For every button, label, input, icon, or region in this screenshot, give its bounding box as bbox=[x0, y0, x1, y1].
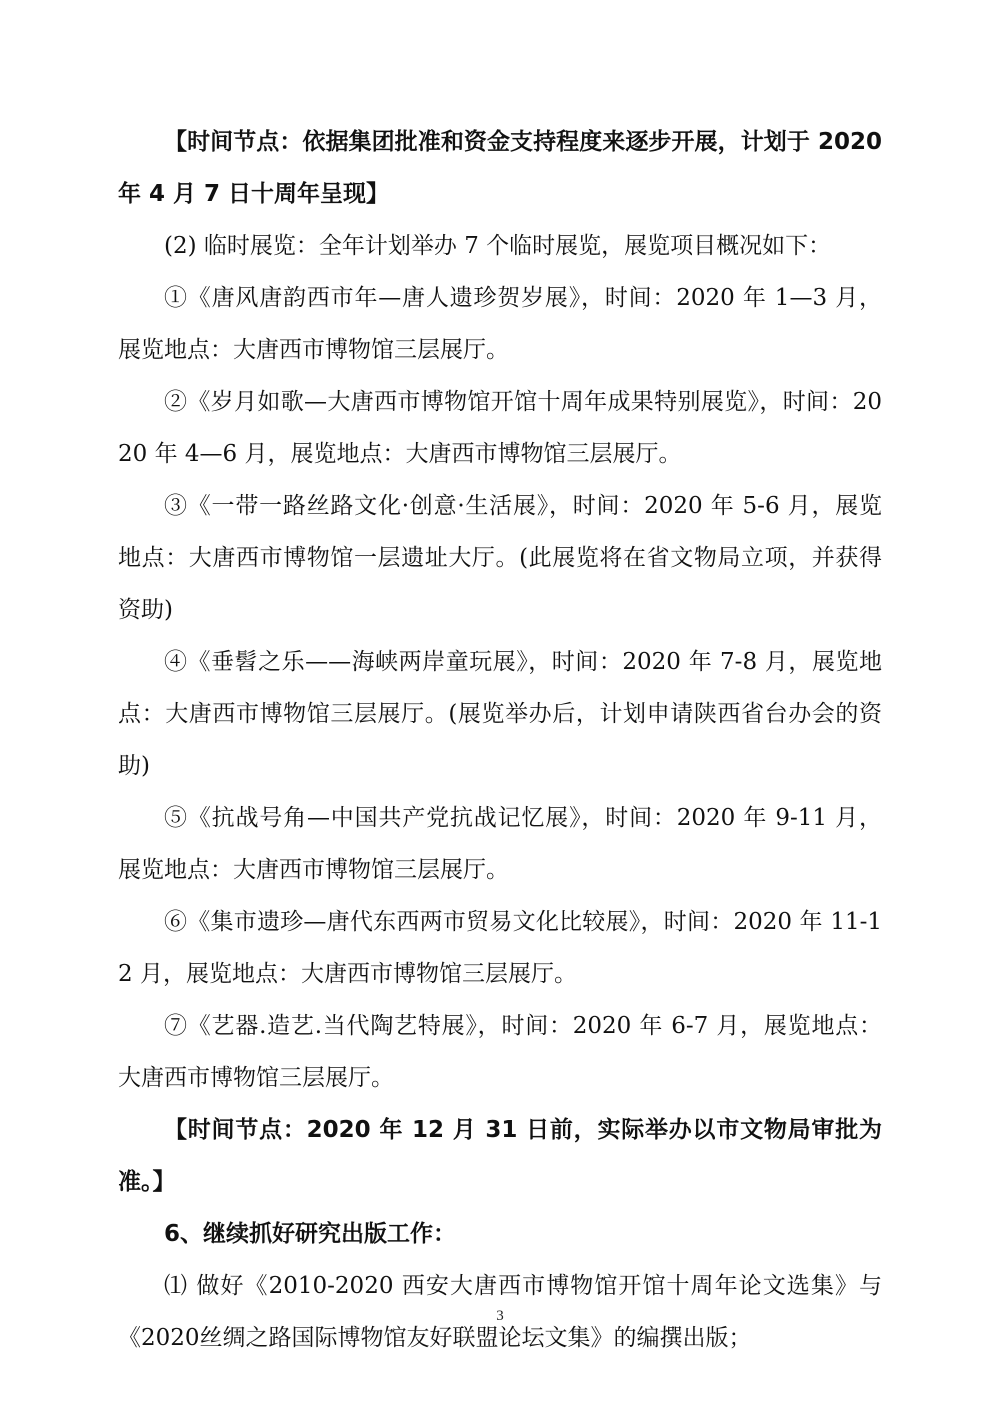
section-heading-research-publishing: 6、继续抓好研究出版工作： bbox=[164, 1221, 457, 1247]
temporary-exhibitions-heading: (2) 临时展览：全年计划举办 7 个临时展览，展览项目概况如下： bbox=[164, 233, 832, 259]
exhibition-item-1: ①《唐风唐韵西市年—唐人遗珍贺岁展》，时间：2020 年 1—3 月，展览地点：大唐西市博物馆三层展厅。 bbox=[118, 285, 882, 363]
document-body bbox=[118, 116, 882, 1364]
exhibition-item-7: ⑦《艺器.造艺.当代陶艺特展》，时间：2020 年 6-7 月，展览地点：大唐西市博物馆三层展厅。 bbox=[118, 1013, 882, 1091]
exhibition-item-4: ④《垂髫之乐——海峡两岸童玩展》，时间：2020 年 7-8 月，展览地点：大唐西市博物馆三层展厅。(展览举办后，计划申请陕西省台办会的资助) bbox=[118, 649, 882, 779]
exhibition-item-6: ⑥《集市遗珍—唐代东西两市贸易文化比较展》，时间：2020 年 11-12 月，展览地点：大唐西市博物馆三层展厅。 bbox=[118, 909, 882, 987]
publishing-item-1: ⑴ 做好《2010-2020 西安大唐西市博物馆开馆十周年论文选集》与《2020丝绸之路国际博物馆友好联盟论坛文集》的编撰出版； bbox=[118, 1273, 882, 1351]
exhibition-item-2: ②《岁月如歌—大唐西市博物馆开馆十周年成果特别展览》，时间：2020 年 4—6 月，展览地点：大唐西市博物馆三层展厅。 bbox=[118, 389, 882, 467]
milestone-note-2: 【时间节点：2020 年 12 月 31 日前，实际举办以市文物局审批为准。】 bbox=[118, 1117, 882, 1195]
page-number: 3 bbox=[496, 1308, 504, 1324]
exhibition-item-3: ③《一带一路丝路文化·创意·生活展》，时间：2020 年 5-6 月，展览地点：大唐西市博物馆一层遗址大厅。(此展览将在省文物局立项，并获得资助) bbox=[118, 493, 882, 623]
exhibition-item-5: ⑤《抗战号角—中国共产党抗战记忆展》，时间：2020 年 9-11 月，展览地点：大唐西市博物馆三层展厅。 bbox=[118, 805, 882, 883]
milestone-note-1: 【时间节点：依据集团批准和资金支持程度来逐步开展，计划于 2020 年 4 月 7 日十周年呈现】 bbox=[118, 129, 882, 207]
